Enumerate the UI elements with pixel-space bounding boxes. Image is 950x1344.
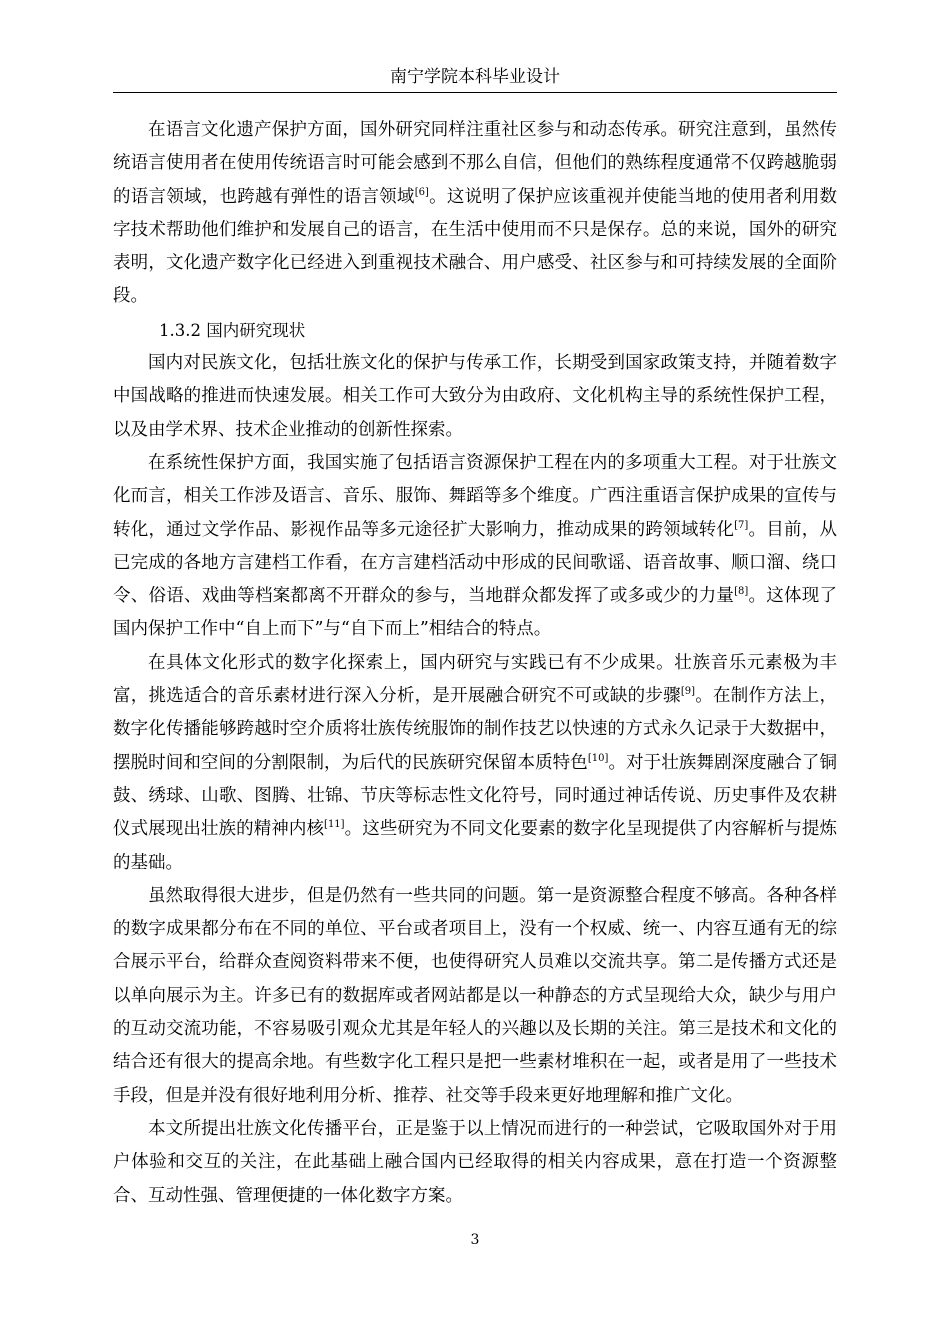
paragraph-digital-exploration <box>113 647 837 880</box>
paragraph-text: 虽然取得很大进步，但是仍然有一些共同的问题。第一是资源整合程度不够高。各种各样的数字成果都分布在不同的单位、平台或者项目上，没有一个权威、统一、内容互通有无的综合展示平台，给群众查阅资料带来不便，也使得研究人员难以交流共享。第二是传播方式还是以单向展示为主。许多已有的数据库或者网站都是以一种静态的方式呈现给大众，缺少与用户的互动交流功能，不容易吸引观众尤其是年轻人的兴趣以及长期的关注。第三是技术和文化的结合还有很大的提高余地。有些数字化工程只是把一些素材堆积在一起，或者是用了一些技术手段，但是并没有很好地利用分析、推荐、社交等手段来更好地理解和推广文化。 <box>113 885 837 1106</box>
page-number: 3 <box>470 1232 480 1248</box>
paragraph-text: 。这说明了保护应该重视并使能当地的使用者利用数字技术帮助他们维护和发展自己的语言，在生活中使用而不只是保存。总的来说，国外的研究表明，文化遗产数字化已经进入到重视技术融合、用户感受、社区参与和可持续发展的全面阶段。 <box>113 186 838 307</box>
body-text <box>113 114 837 1213</box>
citation: [9] <box>680 686 696 698</box>
citation: [8] <box>734 586 749 598</box>
paragraph-text: 。这些研究为不同文化要素的数字化呈现提供了内容解析与提炼的基础。 <box>113 819 838 873</box>
paragraph-text: 在语言文化遗产保护方面，国外研究同样注重社区参与和动态传承。研究注意到，虽然传统语言使用者在使用传统语言时可能会感到不那么自信，但他们的熟练程度通常不仅跨越脆弱的语言领域，也跨越有弹性的语言领域 <box>113 120 837 207</box>
citation: [6] <box>414 186 429 198</box>
page-header-title: 南宁学院本科毕业设计 <box>390 67 560 87</box>
paragraph-text: 本文所提出壮族文化传播平台，正是鉴于以上情况而进行的一种尝试，它吸取国外对于用户体验和交互的关注，在此基础上融合国内已经取得的相关内容成果，意在打造一个资源整合、互动性强、管理便捷的一体化数字方案。 <box>113 1118 837 1206</box>
section-heading: 1.3.2 国内研究现状 <box>159 320 306 340</box>
header-rule <box>113 92 837 93</box>
paragraph-foreign-language-heritage <box>113 114 837 314</box>
citation: [7] <box>734 519 749 531</box>
paragraph-text: 在系统性保护方面，我国实施了包括语言资源保护工程在内的多项重大工程。对于壮族文化而言，相关工作涉及语言、音乐、服饰、舞蹈等多个维度。广西注重语言保护成果的宣传与转化，通过文学作品、影视作品等多元途径扩大影响力，推动成果的跨领域转化 <box>113 452 837 540</box>
paragraph-text: 。这体现了国内保护工作中“自上而下”与“自下而上”相结合的特点。 <box>113 586 838 640</box>
paragraph-text: 。在制作方法上，数字化传播能够跨越时空介质将壮族传统服饰的制作技艺以快速的方式永久记录于大数据中，摆脱时间和空间的分割限制，为后代的民族研究保留本质特色 <box>113 686 838 773</box>
citation: [10] <box>587 752 609 764</box>
paragraph-systematic-protection <box>113 447 837 647</box>
citation: [11] <box>324 819 345 831</box>
paragraph-common-problems <box>113 880 837 1113</box>
paragraph-text: 在具体文化形式的数字化探索上，国内研究与实践已有不少成果。壮族音乐元素极为丰富，挑选适合的音乐素材进行深入分析，是开展融合研究不可或缺的步骤 <box>113 652 837 707</box>
paragraph-domestic-overview <box>113 347 837 447</box>
paragraph-text: 。目前，从已完成的各地方言建档工作看，在方言建档活动中形成的民间歌谣、语音故事、顺口溜、绕口令、俗语、戏曲等档案都离不开群众的参与，当地群众都发挥了或多或少的力量 <box>113 519 838 607</box>
paragraph-platform-proposal <box>113 1113 837 1213</box>
paragraph-text: 国内对民族文化，包括壮族文化的保护与传承工作，长期受到国家政策支持，并随着数字中国战略的推进而快速发展。相关工作可大致分为由政府、文化机构主导的系统性保护工程，以及由学术界、技术企业推动的创新性探索。 <box>113 353 837 440</box>
paragraph-text: 。对于壮族舞剧深度融合了铜鼓、绣球、山歌、图腾、壮锦、节庆等标志性文化符号，同时通过神话传说、历史事件及农耕仪式展现出壮族的精神内核 <box>113 752 838 840</box>
